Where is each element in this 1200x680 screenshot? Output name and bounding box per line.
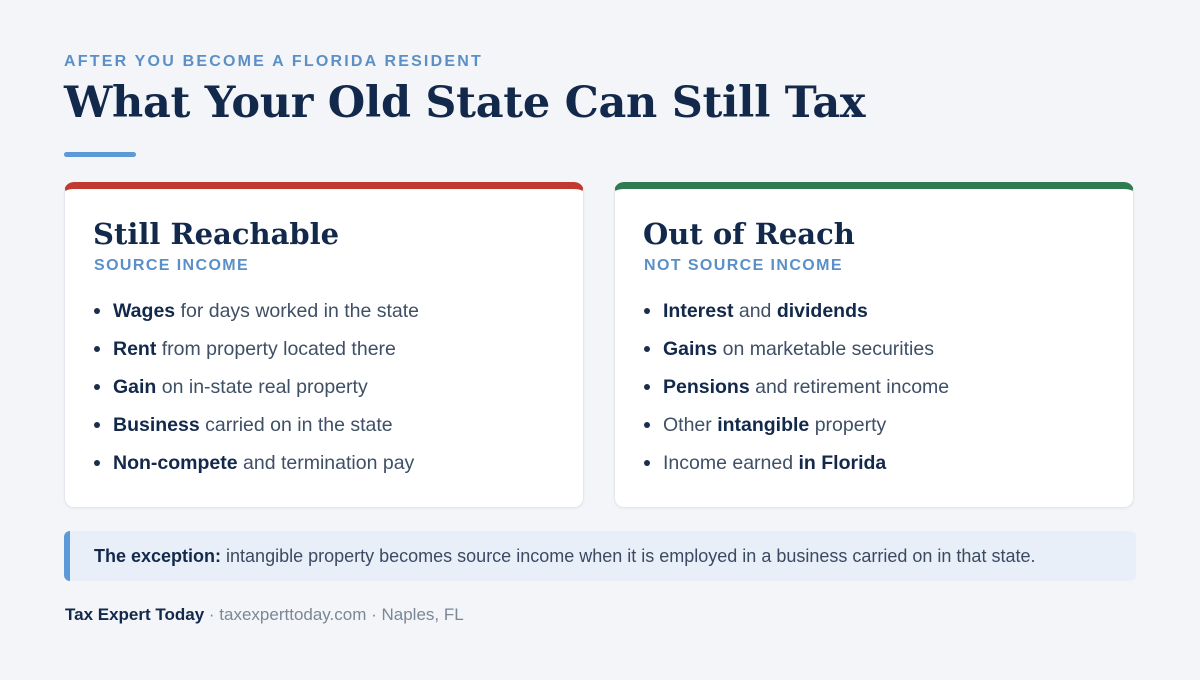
card-out-of-reach [614,182,1134,508]
list-item: Non-compete and termination pay [93,444,419,482]
bullet-icon [94,460,100,466]
bullet-icon [644,308,650,314]
title-accent-bar [64,152,136,157]
list-item: Gain on in-state real property [93,368,419,406]
footer-site: taxexperttoday.com [219,605,367,624]
footer-location: Naples, FL [381,605,464,624]
footer-separator: · [366,605,382,624]
card-subtitle: NOT SOURCE INCOME [644,257,843,274]
eyebrow-label: AFTER YOU BECOME A FLORIDA RESIDENT [64,53,483,70]
list-item: Gains on marketable securities [643,330,949,368]
list-item: Income earned in Florida [643,444,949,482]
bullet-icon [94,346,100,352]
card-title: Still Reachable [93,217,340,251]
source-income-list [93,292,419,482]
callout-text: intangible property becomes source income when it is employed in a business carried on in that state. [221,546,1036,566]
list-item: Other intangible property [643,406,949,444]
footer [65,605,464,625]
card-still-reachable [64,182,584,508]
footer-separator: · [204,605,220,624]
bullet-icon [94,384,100,390]
bullet-icon [94,308,100,314]
list-item: Wages for days worked in the state [93,292,419,330]
page-title: What Your Old State Can Still Tax [64,78,866,128]
list-item: Interest and dividends [643,292,949,330]
callout-label: The exception: [94,546,222,566]
bullet-icon [644,346,650,352]
bullet-icon [94,422,100,428]
list-item: Pensions and retirement income [643,368,949,406]
bullet-icon [644,384,650,390]
non-source-income-list [643,292,949,482]
bullet-icon [644,422,650,428]
exception-callout [64,531,1136,581]
card-subtitle: SOURCE INCOME [94,257,250,274]
list-item: Business carried on in the state [93,406,419,444]
card-title: Out of Reach [643,217,855,251]
bullet-icon [644,460,650,466]
footer-brand: Tax Expert Today [65,605,205,624]
list-item: Rent from property located there [93,330,419,368]
